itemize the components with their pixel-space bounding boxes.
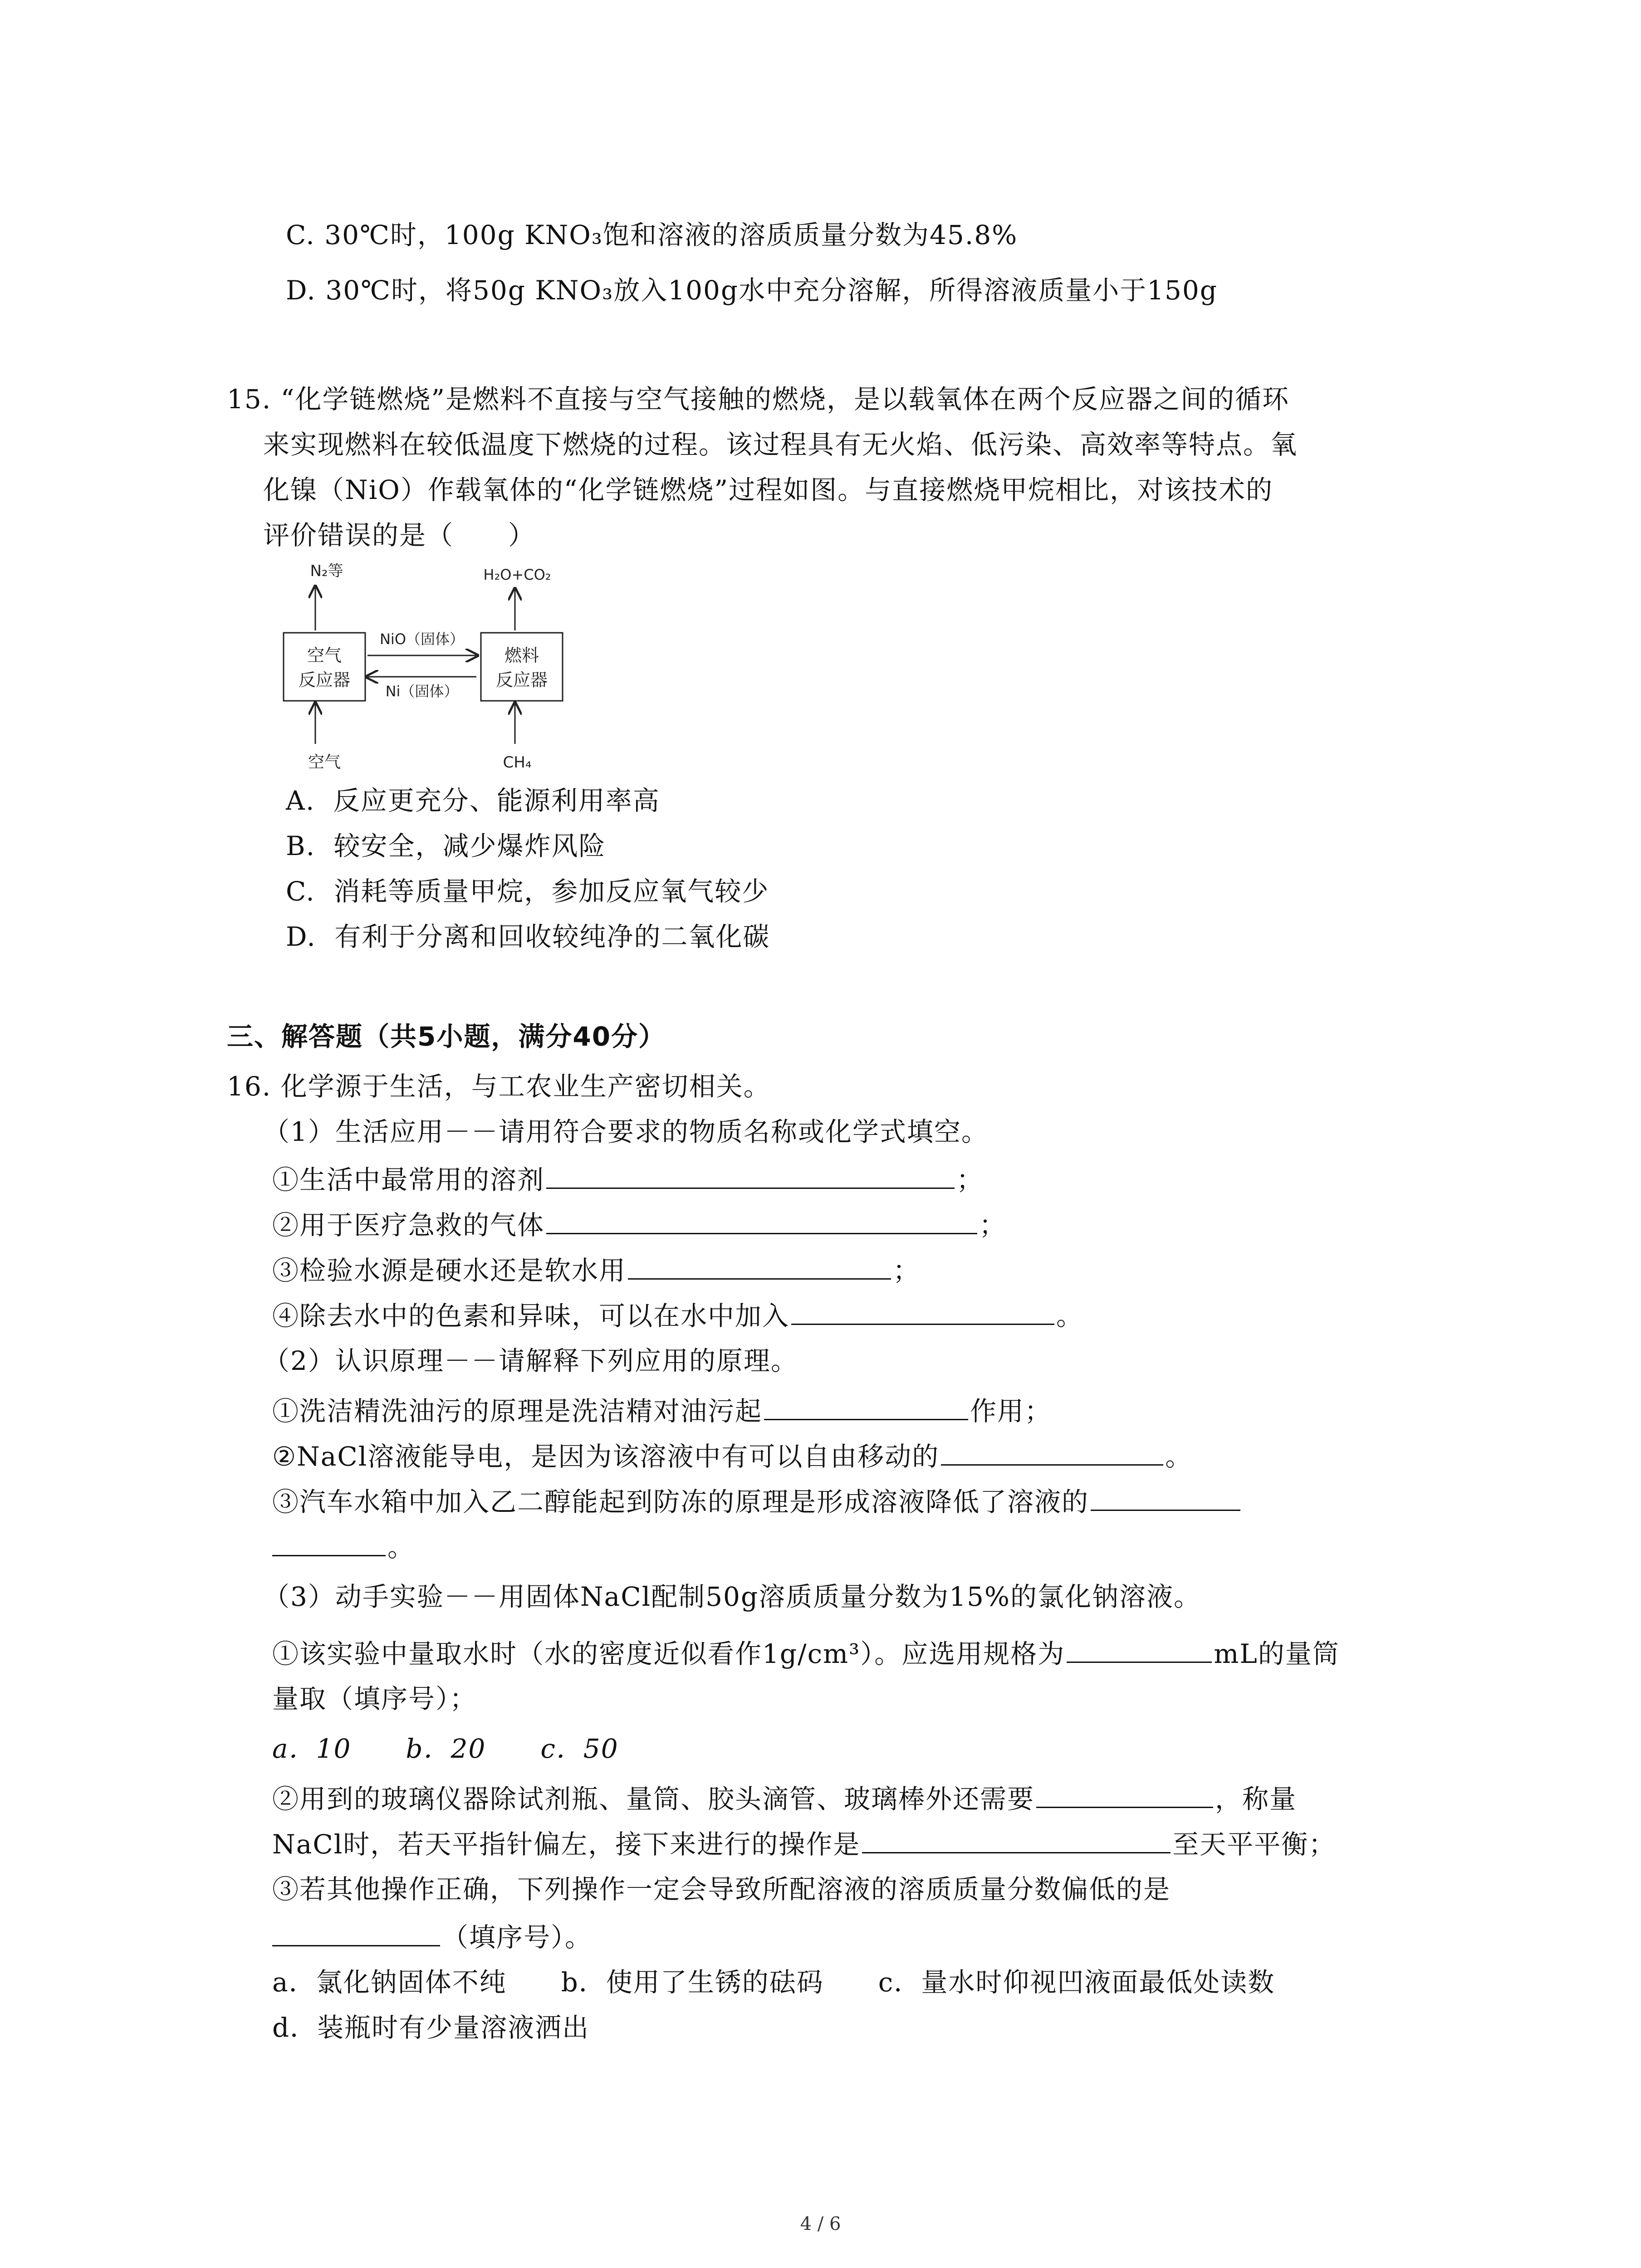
q16-3-3-continued [272,1919,592,1955]
q16-3-3: ③若其他操作正确，下列操作一定会导致所配溶液的溶质质量分数偏低的是 [272,1874,1171,1905]
q16-3-3-suffix: （填序号）。 [442,1922,593,1953]
q15-option-c-text: 消耗等质量甲烷，参加反应氧气较少 [333,876,769,907]
q16-2-3 [272,1483,1242,1520]
q15-option-b-text: 较安全，减少爆炸风险 [333,831,606,861]
q15-option-b [286,828,606,864]
q16-2-3-answer-blank-continued[interactable] [272,1529,386,1556]
air-input-label: 空气 [308,753,341,772]
q16-3-2-suffix-2: 至天平平衡； [1172,1829,1336,1860]
period: 。 [1165,1441,1193,1472]
q16-2-1-suffix: 作用； [970,1396,1052,1427]
q15-stem-line3: 化镍（NiO）作载氧体的“化学链燃烧”过程如图。与直接燃烧甲烷相比，对该技术的 [263,474,1274,505]
q16-2-3-text: ③汽车水箱中加入乙二醇能起到防冻的原理是形成溶液降低了溶液的 [272,1486,1089,1517]
q16-3-1-answer-blank[interactable] [1067,1635,1212,1663]
q16-3-2-answer-blank-1[interactable] [1036,1780,1213,1808]
period: 。 [387,1532,415,1563]
q16-1-4 [272,1297,1083,1334]
q15-number: 15. [227,384,272,415]
air-reactor-label-line1: 空气 [307,645,342,665]
q16-1-2 [272,1207,1006,1243]
q16-3-2-text-continued: NaCl时，若天平指针偏左，接下来进行的操作是 [272,1829,861,1860]
q16-3-1-suffix: mL的量筒 [1214,1638,1340,1669]
q15-stem-line1 [227,381,1289,417]
q16-stem: 16. 化学源于生活，与工农业生产密切相关。 [227,1071,771,1102]
q15-option-a [286,782,660,819]
q16-1-3-text: ③检验水源是硬水还是软水用 [272,1255,627,1286]
q16-3-1 [272,1635,1340,1672]
q14-option-d-label: D. [286,275,316,306]
fuel-reactor-label-line1: 燃料 [504,645,539,665]
q14-option-d [286,272,1218,308]
q16-1-1-answer-blank[interactable] [546,1161,955,1189]
q16-1-1 [272,1161,984,1198]
products-output-label: H₂O+CO₂ [483,566,551,583]
q16-2-2-answer-blank[interactable] [941,1438,1163,1466]
q16-2-1-text: ①洗洁精洗油污的原理是洗洁精对油污起 [272,1396,763,1427]
q16-2-2-text: ②NaCl溶液能导电，是因为该溶液中有可以自由移动的 [272,1441,940,1472]
q16-1-2-text: ②用于医疗急救的气体 [272,1210,545,1241]
q16-2-3-continued [272,1529,415,1565]
section-3-heading: 三、解答题（共5小题，满分40分） [227,1021,666,1052]
q16-3-2-suffix: ，称量 [1215,1784,1297,1814]
fuel-reactor-label-line2: 反应器 [495,670,548,690]
q16-1-1-text: ①生活中最常用的溶剂 [272,1164,545,1195]
air-reactor-label-line2: 反应器 [298,670,351,690]
q15-option-b-label: B. [286,831,316,861]
n2-output-label: N₂等 [310,562,343,580]
q16-3-1-continued: 量取（填序号）； [272,1683,477,1714]
q16-part1-heading: （1）生活应用－－请用符合要求的物质名称或化学式填空。 [263,1116,989,1147]
q16-3-3-options-2: d．装瓶时有少量溶液洒出 [272,2012,590,2043]
q16-2-2 [272,1438,1192,1475]
q15-option-c-label: C. [286,876,315,907]
q16-3-1-text: ①该实验中量取水时（水的密度近似看作1g/cm³）。应选用规格为 [272,1638,1065,1669]
q16-1-3 [272,1252,920,1289]
q16-3-2-text: ②用到的玻璃仪器除试剂瓶、量筒、胶头滴管、玻璃棒外还需要 [272,1784,1035,1814]
q15-option-d-label: D. [286,921,316,952]
q16-2-1 [272,1393,1052,1429]
q16-1-4-answer-blank[interactable] [791,1297,1054,1325]
q14-option-c-text: 30℃时，100g KNO₃饱和溶液的溶质质量分数为45.8% [324,220,1018,250]
q15-option-d-text: 有利于分离和回收较纯净的二氧化碳 [334,921,770,952]
q16-2-3-answer-blank[interactable] [1091,1483,1240,1511]
q15-option-a-label: A. [286,785,315,816]
nio-transfer-label: NiO（固体） [379,631,465,648]
q16-3-2-answer-blank-2[interactable] [862,1826,1171,1853]
semicolon: ； [979,1210,1007,1241]
q15-stem-line4: 评价错误的是（ ） [263,520,536,551]
q16-3-1-options: a．10 b．20 c．50 [272,1733,619,1764]
period: 。 [1056,1300,1084,1331]
q16-part2-heading: （2）认识原理－－请解释下列应用的原理。 [263,1345,798,1376]
fuel-reactor-box [481,633,563,701]
semicolon: ； [956,1164,984,1195]
q16-1-2-answer-blank[interactable] [546,1207,977,1234]
q14-option-c [286,217,1018,253]
q15-option-d [286,919,770,955]
q14-option-c-label: C. [286,220,315,250]
chemical-looping-diagram [277,558,603,776]
q16-3-2 [272,1780,1297,1817]
q16-3-2-continued [272,1826,1336,1862]
semicolon: ； [893,1255,921,1286]
ni-transfer-label: Ni（固体） [385,683,459,700]
q14-option-d-text: 30℃时，将50g KNO₃放入100g水中充分溶解，所得溶液质量小于150g [325,275,1218,306]
q16-3-3-answer-blank[interactable] [272,1919,440,1946]
fuel-input-label: CH₄ [503,753,532,772]
q15-option-c [286,873,769,909]
q15-line1-text: “化学链燃烧”是燃料不直接与空气接触的燃烧，是以载氧体在两个反应器之间的循环 [280,384,1289,415]
page-number: 4 / 6 [800,2214,841,2234]
q16-1-3-answer-blank[interactable] [628,1252,891,1280]
q15-option-a-text: 反应更充分、能源利用率高 [333,785,660,816]
q16-3-3-options-1: a．氯化钠固体不纯 b．使用了生锈的砝码 c．量水时仰视凹液面最低处读数 [272,1967,1275,1998]
q16-1-4-text: ④除去水中的色素和异味，可以在水中加入 [272,1300,790,1331]
q16-2-1-answer-blank[interactable] [764,1393,968,1420]
q15-stem-line2: 来实现燃料在较低温度下燃烧的过程。该过程具有无火焰、低污染、高效率等特点。氧 [263,429,1298,460]
q16-part3-heading: （3）动手实验－－用固体NaCl配制50g溶质质量分数为15%的氯化钠溶液。 [263,1581,1201,1612]
air-reactor-box [284,633,365,701]
